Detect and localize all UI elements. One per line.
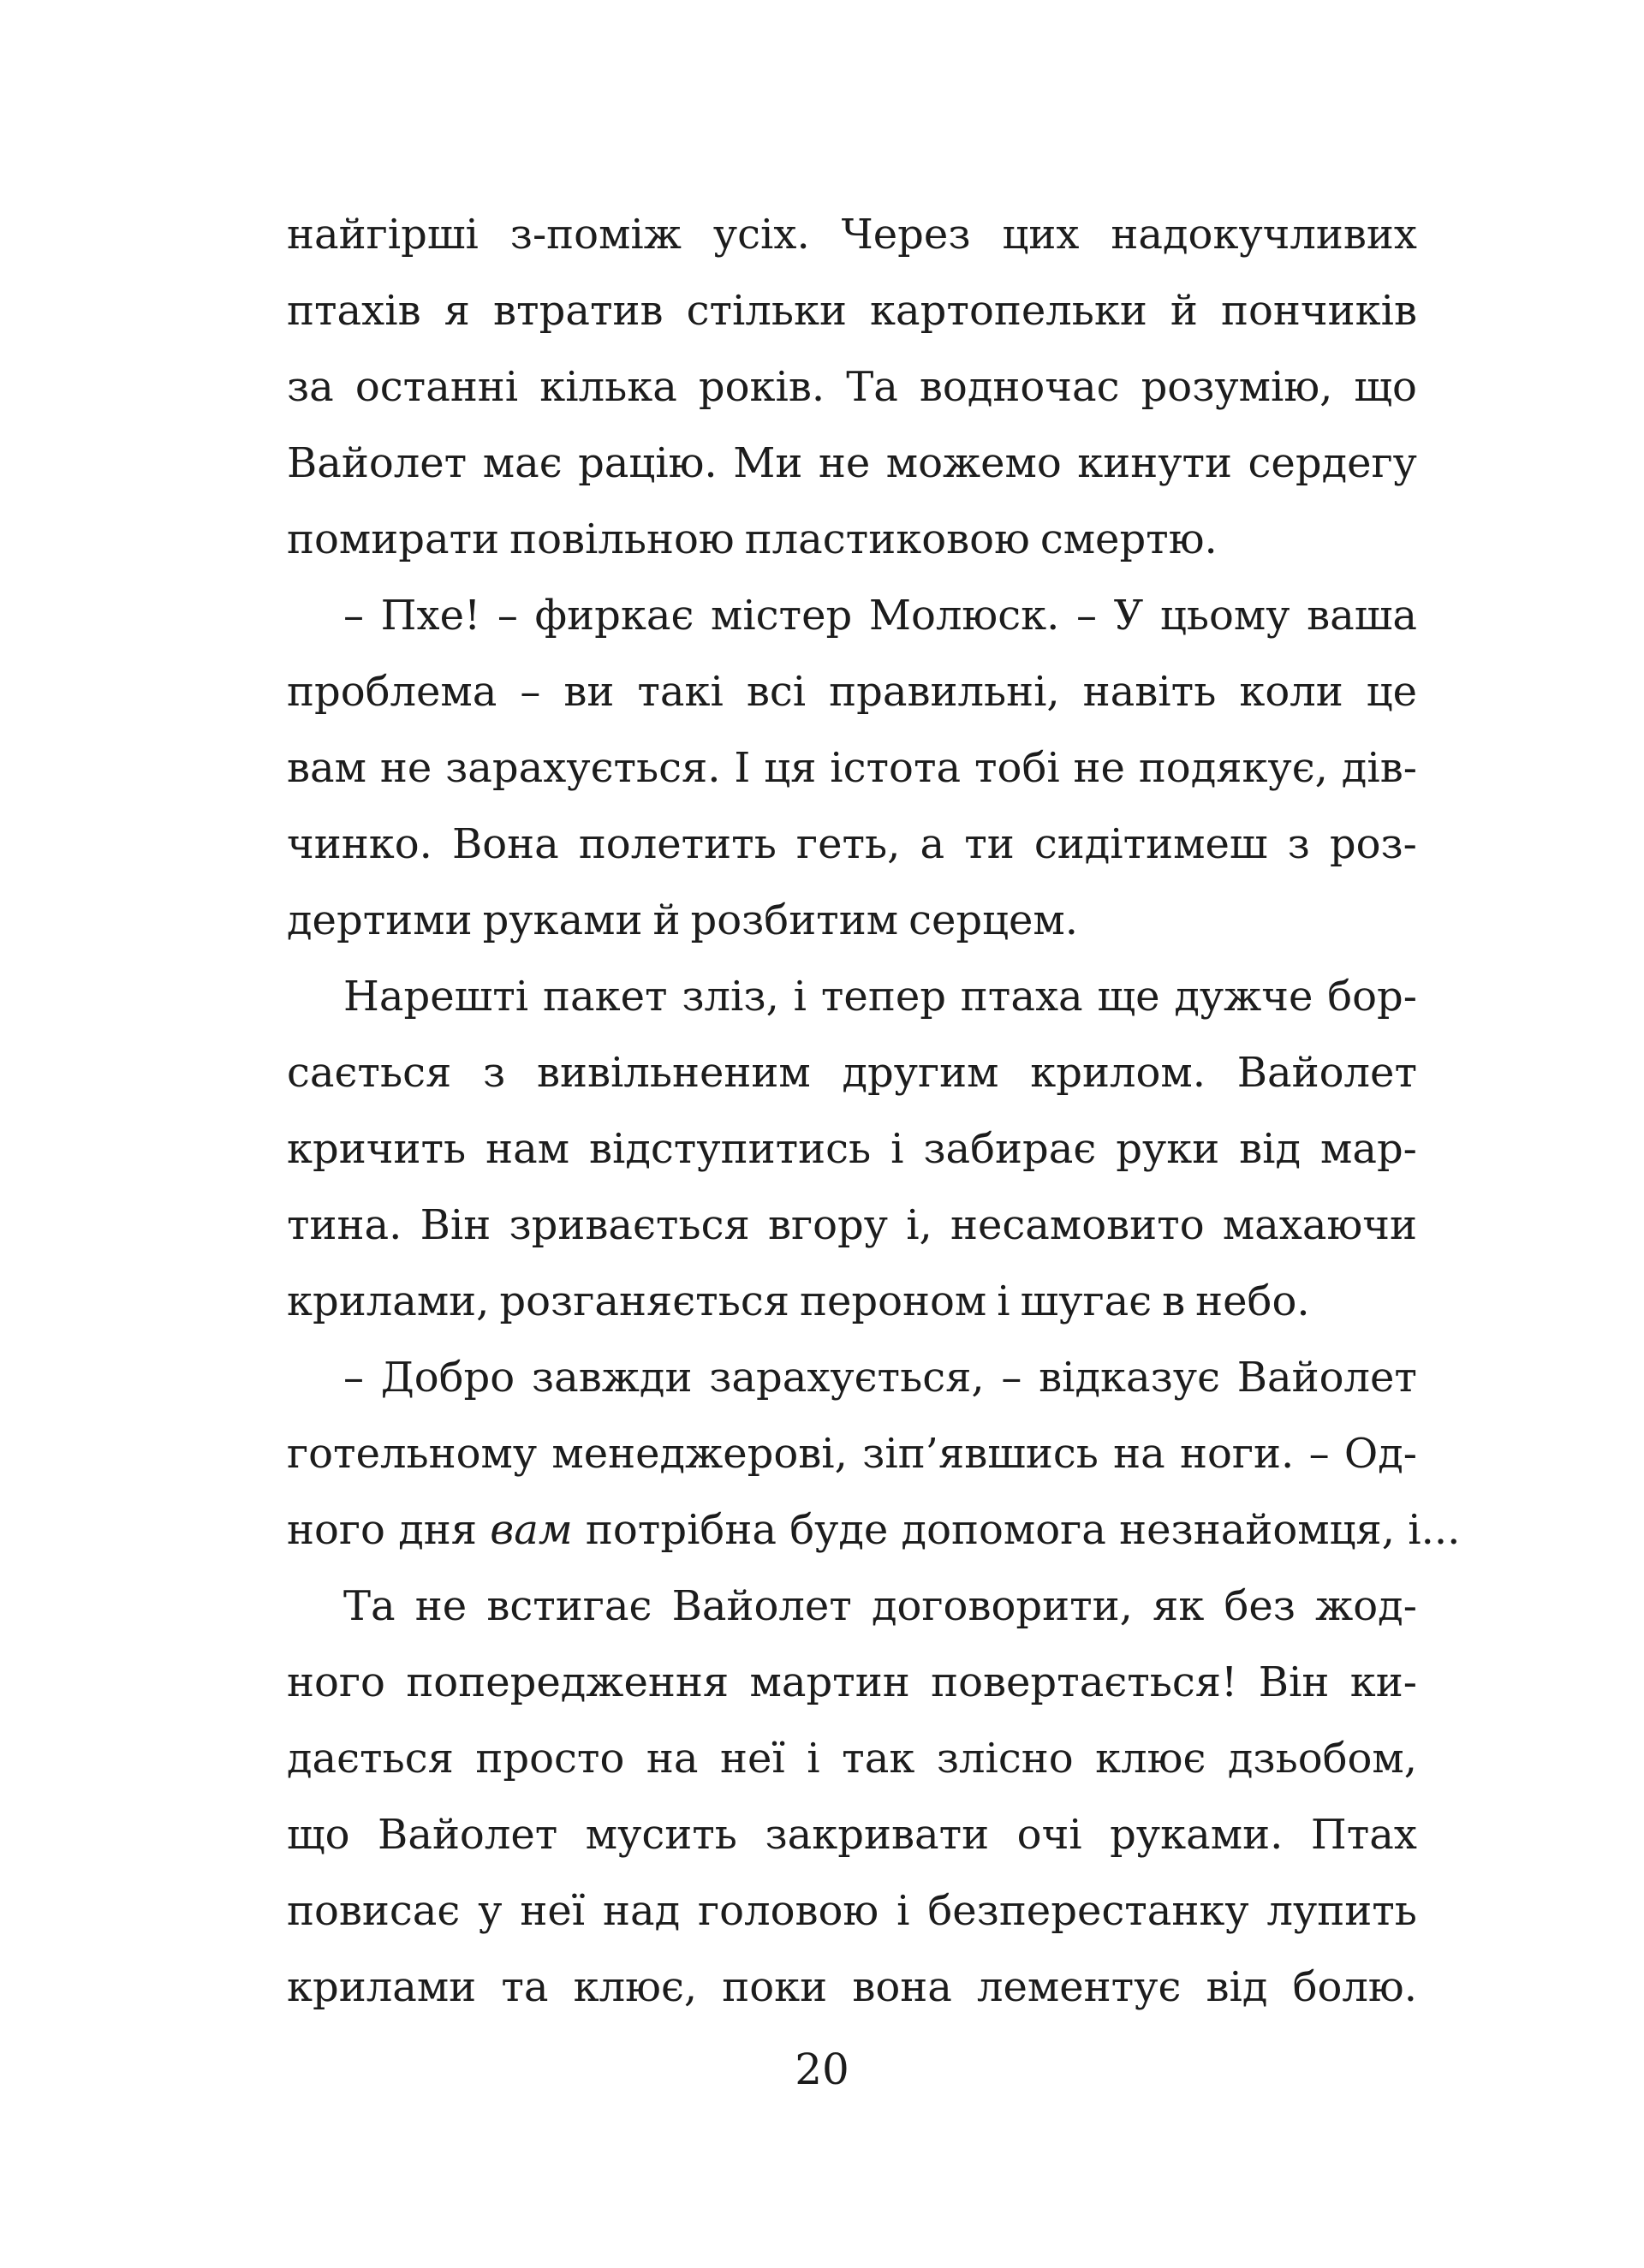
word: стільки	[686, 287, 847, 335]
word: помирати	[287, 515, 500, 563]
word: Вайолет	[378, 1811, 558, 1859]
word: можемо	[885, 439, 1062, 487]
word: Вайолет	[1236, 1354, 1417, 1402]
text-line	[287, 578, 1417, 654]
word: відступитись	[588, 1125, 872, 1173]
word: і	[807, 1735, 820, 1783]
word: махаючи	[1222, 1201, 1417, 1249]
word: головою	[698, 1887, 879, 1935]
word: Молюск.	[868, 592, 1060, 640]
word: так	[842, 1735, 915, 1783]
word: розумію,	[1141, 363, 1333, 411]
word: У	[1113, 592, 1144, 640]
word: договорити,	[871, 1582, 1133, 1630]
word: з	[483, 1049, 506, 1097]
text-line	[287, 1340, 1417, 1416]
word: з	[1287, 820, 1310, 868]
word: розбитим	[690, 896, 899, 944]
word: з-поміж	[509, 211, 682, 259]
text-line	[287, 1873, 1417, 1950]
word: Та	[343, 1582, 396, 1630]
word: та	[501, 1963, 549, 2011]
word: крилами	[287, 1963, 477, 2011]
word: вам	[287, 744, 366, 792]
text-line-with-italic	[287, 1492, 1461, 1569]
word: і	[793, 973, 807, 1021]
word: над	[602, 1887, 681, 1935]
word: руками	[482, 896, 643, 944]
word: геть,	[795, 820, 901, 868]
word: готельному	[287, 1430, 538, 1478]
word: тобі	[974, 744, 1060, 792]
word: Вайолет	[1236, 1049, 1417, 1097]
word: картопельки	[870, 287, 1147, 335]
word: другим	[842, 1049, 999, 1097]
page-number: 20	[795, 2045, 849, 2094]
word: повільною	[509, 515, 735, 563]
word: –	[343, 592, 364, 640]
word: –	[1076, 592, 1097, 640]
word: просто	[475, 1735, 625, 1783]
word: нам	[485, 1125, 570, 1173]
word: і	[896, 1887, 910, 1935]
word: встигає	[486, 1582, 652, 1630]
word: зліз,	[682, 973, 779, 1021]
word: ноги.	[1180, 1430, 1295, 1478]
word: І	[734, 744, 751, 792]
word: Птах	[1310, 1811, 1417, 1859]
text-line	[287, 1645, 1417, 1721]
text-segment: потрібна буде допомога незнайомця, і...	[572, 1506, 1461, 1554]
word: попередження	[406, 1658, 730, 1706]
text-line	[287, 1035, 1417, 1111]
word: дужче	[1174, 973, 1313, 1021]
word: останні	[354, 363, 519, 411]
word: Вайолет	[671, 1582, 852, 1630]
word: Через	[841, 211, 971, 259]
word: менеджерові,	[551, 1430, 848, 1478]
word: шугає	[1020, 1277, 1153, 1325]
word: відказує	[1039, 1354, 1220, 1402]
word: поки	[722, 1963, 828, 2011]
word: що	[287, 1811, 350, 1859]
word: ваша	[1307, 592, 1417, 640]
word: небо.	[1195, 1277, 1310, 1325]
word: болю.	[1292, 1963, 1417, 2011]
word: –	[1308, 1430, 1330, 1478]
word: завжди	[531, 1354, 693, 1402]
word: забирає	[923, 1125, 1097, 1173]
word: зіп’явшись	[862, 1430, 1099, 1478]
word: клює	[1095, 1735, 1206, 1783]
word: кинути	[1077, 439, 1233, 487]
word: і,	[906, 1201, 932, 1249]
word: Нарешті	[343, 973, 529, 1021]
word: повертається!	[931, 1658, 1238, 1706]
word: крилами,	[287, 1277, 490, 1325]
word: вгору	[767, 1201, 888, 1249]
text-line	[287, 959, 1417, 1035]
text-line	[287, 349, 1417, 426]
word: Ми	[733, 439, 803, 487]
word: зривається	[509, 1201, 750, 1249]
word: має	[482, 439, 563, 487]
text-line	[287, 654, 1417, 730]
word: як	[1153, 1582, 1205, 1630]
word: Він	[1258, 1658, 1330, 1706]
word: на	[1113, 1430, 1165, 1478]
text-line	[287, 730, 1417, 807]
word: й	[1170, 287, 1198, 335]
word: ки-	[1349, 1658, 1417, 1706]
word: дзьобом,	[1227, 1735, 1417, 1783]
word: Пхе!	[380, 592, 481, 640]
word: лементує	[977, 1963, 1182, 2011]
word: мусить	[585, 1811, 737, 1859]
word: містер	[710, 592, 853, 640]
word: вона	[852, 1963, 952, 2011]
word: птахів	[287, 287, 421, 335]
word: навіть	[1082, 668, 1217, 716]
word: від	[1206, 1963, 1268, 2011]
word: тина.	[287, 1201, 402, 1249]
word: тепер	[820, 973, 946, 1021]
text-line	[287, 502, 1417, 578]
text-line	[287, 807, 1417, 883]
word: мартин	[749, 1658, 910, 1706]
word: такі	[637, 668, 724, 716]
word: очі	[1016, 1811, 1082, 1859]
text-line	[287, 1188, 1417, 1264]
word: полетить	[578, 820, 777, 868]
word: бор-	[1327, 973, 1417, 1021]
text-line	[287, 273, 1417, 349]
word: пакет	[542, 973, 668, 1021]
word: правильні,	[829, 668, 1060, 716]
word: в	[1162, 1277, 1186, 1325]
word: ного	[287, 1658, 385, 1706]
word: у	[478, 1887, 503, 1935]
word: руками.	[1110, 1811, 1284, 1859]
italic-word: вам	[490, 1506, 573, 1554]
word: крилом.	[1030, 1049, 1206, 1097]
word: дається	[287, 1735, 454, 1783]
word: жод-	[1315, 1582, 1417, 1630]
body-text	[287, 197, 1461, 2026]
word: подякує,	[1138, 744, 1328, 792]
word: що	[1354, 363, 1417, 411]
word: –	[520, 668, 541, 716]
word: рацію.	[578, 439, 718, 487]
word: птаха	[960, 973, 1083, 1021]
text-line	[287, 1721, 1417, 1797]
text-line	[287, 1111, 1417, 1188]
word: я	[444, 287, 470, 335]
word: коли	[1239, 668, 1343, 716]
text-line	[287, 1950, 1417, 2026]
word: років.	[698, 363, 825, 411]
word: фиркає	[534, 592, 694, 640]
text-line	[287, 1797, 1417, 1873]
word: зарахується,	[709, 1354, 985, 1402]
text-line	[287, 1264, 1417, 1340]
text-line	[287, 426, 1417, 502]
word: дів-	[1341, 744, 1417, 792]
word: цих	[1002, 211, 1080, 259]
word: злісно	[936, 1735, 1074, 1783]
word: Добро	[380, 1354, 515, 1402]
word: неї	[720, 1735, 785, 1783]
word: зарахується.	[445, 744, 721, 792]
word: не	[414, 1582, 468, 1630]
word: –	[1001, 1354, 1022, 1402]
word: найгірші	[287, 211, 479, 259]
word: не	[379, 744, 432, 792]
word: істота	[830, 744, 962, 792]
word: ще	[1097, 973, 1160, 1021]
text-line	[287, 197, 1417, 273]
word: водночас	[919, 363, 1120, 411]
word: мар-	[1320, 1125, 1417, 1173]
word: Він	[420, 1201, 491, 1249]
word: лупить	[1266, 1887, 1417, 1935]
word: –	[497, 592, 518, 640]
word: усіх.	[712, 211, 810, 259]
word: і	[997, 1277, 1010, 1325]
word: й	[652, 896, 681, 944]
word: смертю.	[1039, 515, 1218, 563]
word: вивільненим	[536, 1049, 811, 1097]
text-segment: ного дня	[287, 1506, 491, 1554]
word: кричить	[287, 1125, 467, 1173]
word: повисає	[287, 1887, 461, 1935]
word: пероном	[800, 1277, 987, 1325]
word: чинко.	[287, 820, 432, 868]
text-line	[287, 1416, 1417, 1492]
word: без	[1224, 1582, 1296, 1630]
word: і	[890, 1125, 904, 1173]
word: Та	[846, 363, 898, 411]
word: надокучливих	[1111, 211, 1417, 259]
word: Од-	[1343, 1430, 1417, 1478]
word: ти	[964, 820, 1015, 868]
word: несамовито	[950, 1201, 1205, 1249]
word: кілька	[539, 363, 677, 411]
word: на	[646, 1735, 699, 1783]
word: не	[818, 439, 871, 487]
word: Вайолет	[287, 439, 468, 487]
word: ця	[764, 744, 817, 792]
word: закривати	[765, 1811, 990, 1859]
word: проблема	[287, 668, 497, 716]
word: ви	[563, 668, 615, 716]
text-line	[287, 1569, 1417, 1645]
word: клює,	[573, 1963, 698, 2011]
word: розганяється	[499, 1277, 789, 1325]
word: не	[1073, 744, 1125, 792]
word: а	[920, 820, 945, 868]
text-line	[287, 883, 1417, 959]
word: всі	[746, 668, 807, 716]
word: це	[1366, 668, 1417, 716]
word: серцем.	[908, 896, 1078, 944]
word: дертими	[287, 896, 473, 944]
word: руки	[1116, 1125, 1220, 1173]
word: втратив	[493, 287, 664, 335]
word: безперестанку	[927, 1887, 1249, 1935]
word: за	[287, 363, 334, 411]
word: пончиків	[1220, 287, 1417, 335]
word: сидітимеш	[1033, 820, 1268, 868]
word: Вона	[451, 820, 559, 868]
word: роз-	[1329, 820, 1417, 868]
word: від	[1239, 1125, 1302, 1173]
word: сердегу	[1248, 439, 1417, 487]
word: неї	[520, 1887, 586, 1935]
word: цьому	[1159, 592, 1290, 640]
word: пластиковою	[744, 515, 1030, 563]
word: сається	[287, 1049, 452, 1097]
word: –	[343, 1354, 364, 1402]
